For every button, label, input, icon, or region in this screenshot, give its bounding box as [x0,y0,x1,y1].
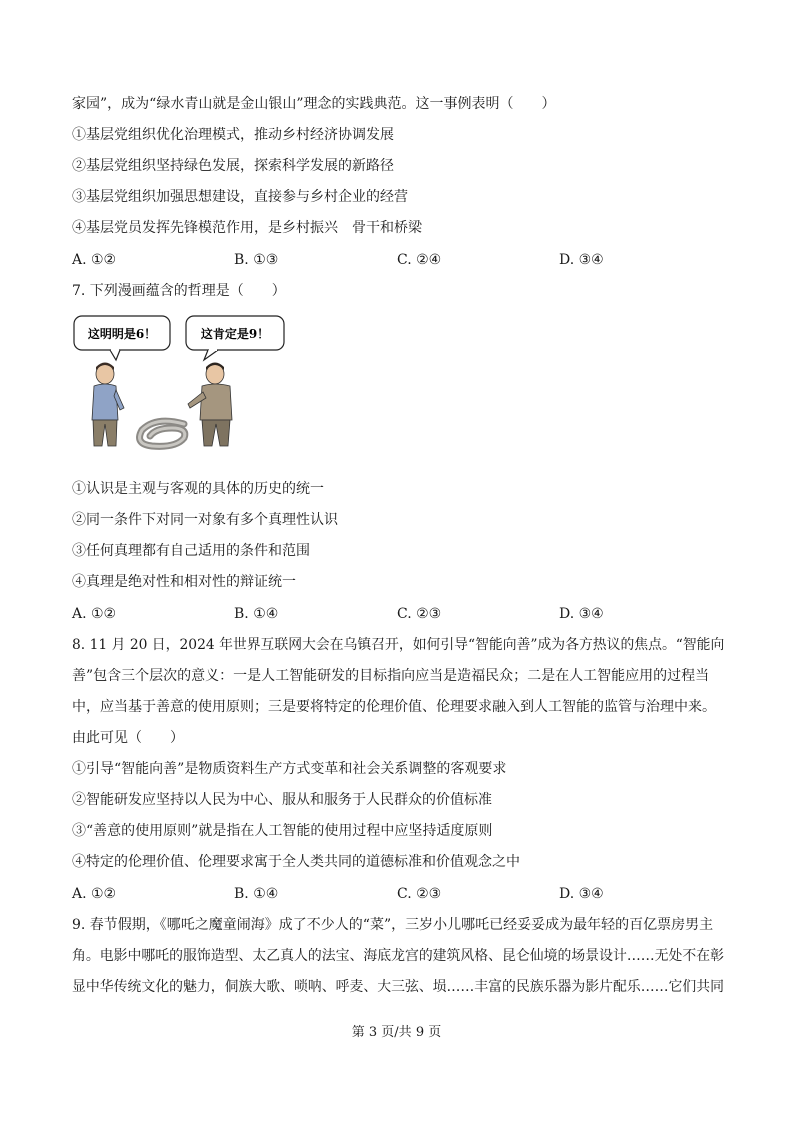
q8-stem-line-2: 善”包含三个层次的意义：一是人工智能研发的目标指向应当是造福民众；二是在人工智能应用的过程当 [72,668,710,684]
q8-item-1: ①引导“智能向善”是物质资料生产方式变革和社会关系调整的客观要求 [72,761,507,777]
q7-options [72,604,732,624]
q7-item-2: ②同一条件下对同一对象有多个真理性认识 [72,512,338,528]
q7-option-b: B. ①④ [234,606,279,622]
ground-digit-six [140,421,185,446]
q7-item-3: ③任何真理都有自己适用的条件和范围 [72,543,310,559]
q8-option-a: A. ①② [72,886,117,902]
q6-item-1: ①基层党组织优化治理模式，推动乡村经济协调发展 [72,127,394,143]
q6-options [72,250,732,270]
q6-option-b: B. ①③ [234,252,279,268]
q8-option-c: C. ②③ [397,886,442,902]
q6-item-2: ②基层党组织坚持绿色发展，探索科学发展的新路径 [72,158,394,174]
q8-options [72,884,732,904]
q8-stem-line-1: 8. 11 月 20 日，2024 年世界互联网大会在乌镇召开，如何引导“智能向善”成为各方热议的焦点。“智能向 [72,637,725,653]
speech-bubble-left [74,316,170,360]
q8-item-2: ②智能研发应坚持以人民为中心、服从和服务于人民群众的价值标准 [72,792,492,808]
q9-stem-line-2: 角。电影中哪吒的服饰造型、太乙真人的法宝、海底龙宫的建筑风格、昆仑仙境的场景设计……无处不在彰 [72,948,725,964]
q8-option-d: D. ③④ [559,886,604,902]
q6-option-d: D. ③④ [559,252,604,268]
q6-item-3: ③基层党组织加强思想建设，直接参与乡村企业的经营 [72,189,408,205]
man-right-figure [188,363,232,447]
q9-stem-line-1: 9. 春节假期，《哪吒之魔童闹海》成了不少人的“菜”，三岁小儿哪吒已经妥妥成为最年轻的百亿票房男主 [72,917,714,933]
q8-item-4: ④特定的伦理价值、伦理要求寓于全人类共同的道德标准和价值观念之中 [72,854,520,870]
q8-item-3: ③“善意的使用原则”就是指在人工智能的使用过程中应坚持适度原则 [72,823,493,839]
q8-stem-line-3: 中，应当基于善意的使用原则；三是要将特定的伦理价值、伦理要求融入到人工智能的监管与治理中来。 [72,699,716,715]
q7-option-a: A. ①② [72,606,117,622]
q7-option-c: C. ②③ [397,606,442,622]
q8-stem-line-4: 由此可见（ ） [72,730,184,746]
q9-stem-line-3: 显中华传统文化的魅力，侗族大歌、唢呐、呼麦、大三弦、埙……丰富的民族乐器为影片配乐……它们共同 [72,979,725,995]
q6-stem-tail: 家园”，成为“绿水青山就是金山银山”理念的实践典范。这一事例表明（ ） [72,96,556,112]
bubble-right-text: 这肯定是9！ [200,327,270,341]
q7-option-d: D. ③④ [559,606,604,622]
speech-bubble-right [186,316,284,360]
q6-item-4: ④基层党员发挥先锋模范作用，是乡村振兴 骨干和桥梁 [72,220,422,236]
q7-stem: 7. 下列漫画蕴含的哲理是（ ） [72,283,286,299]
q7-item-4: ④真理是绝对性和相对性的辩证统一 [72,574,296,590]
q7-comic [72,312,292,452]
q7-item-1: ①认识是主观与客观的具体的历史的统一 [72,481,324,497]
q6-option-a: A. ①② [72,252,117,268]
q6-option-c: C. ②④ [397,252,442,268]
bubble-left-text: 这明明是6！ [87,327,157,341]
page-number-footer: 第 3 页/共 9 页 [351,1025,442,1040]
q8-option-b: B. ①④ [234,886,279,902]
man-left-figure [92,363,124,447]
